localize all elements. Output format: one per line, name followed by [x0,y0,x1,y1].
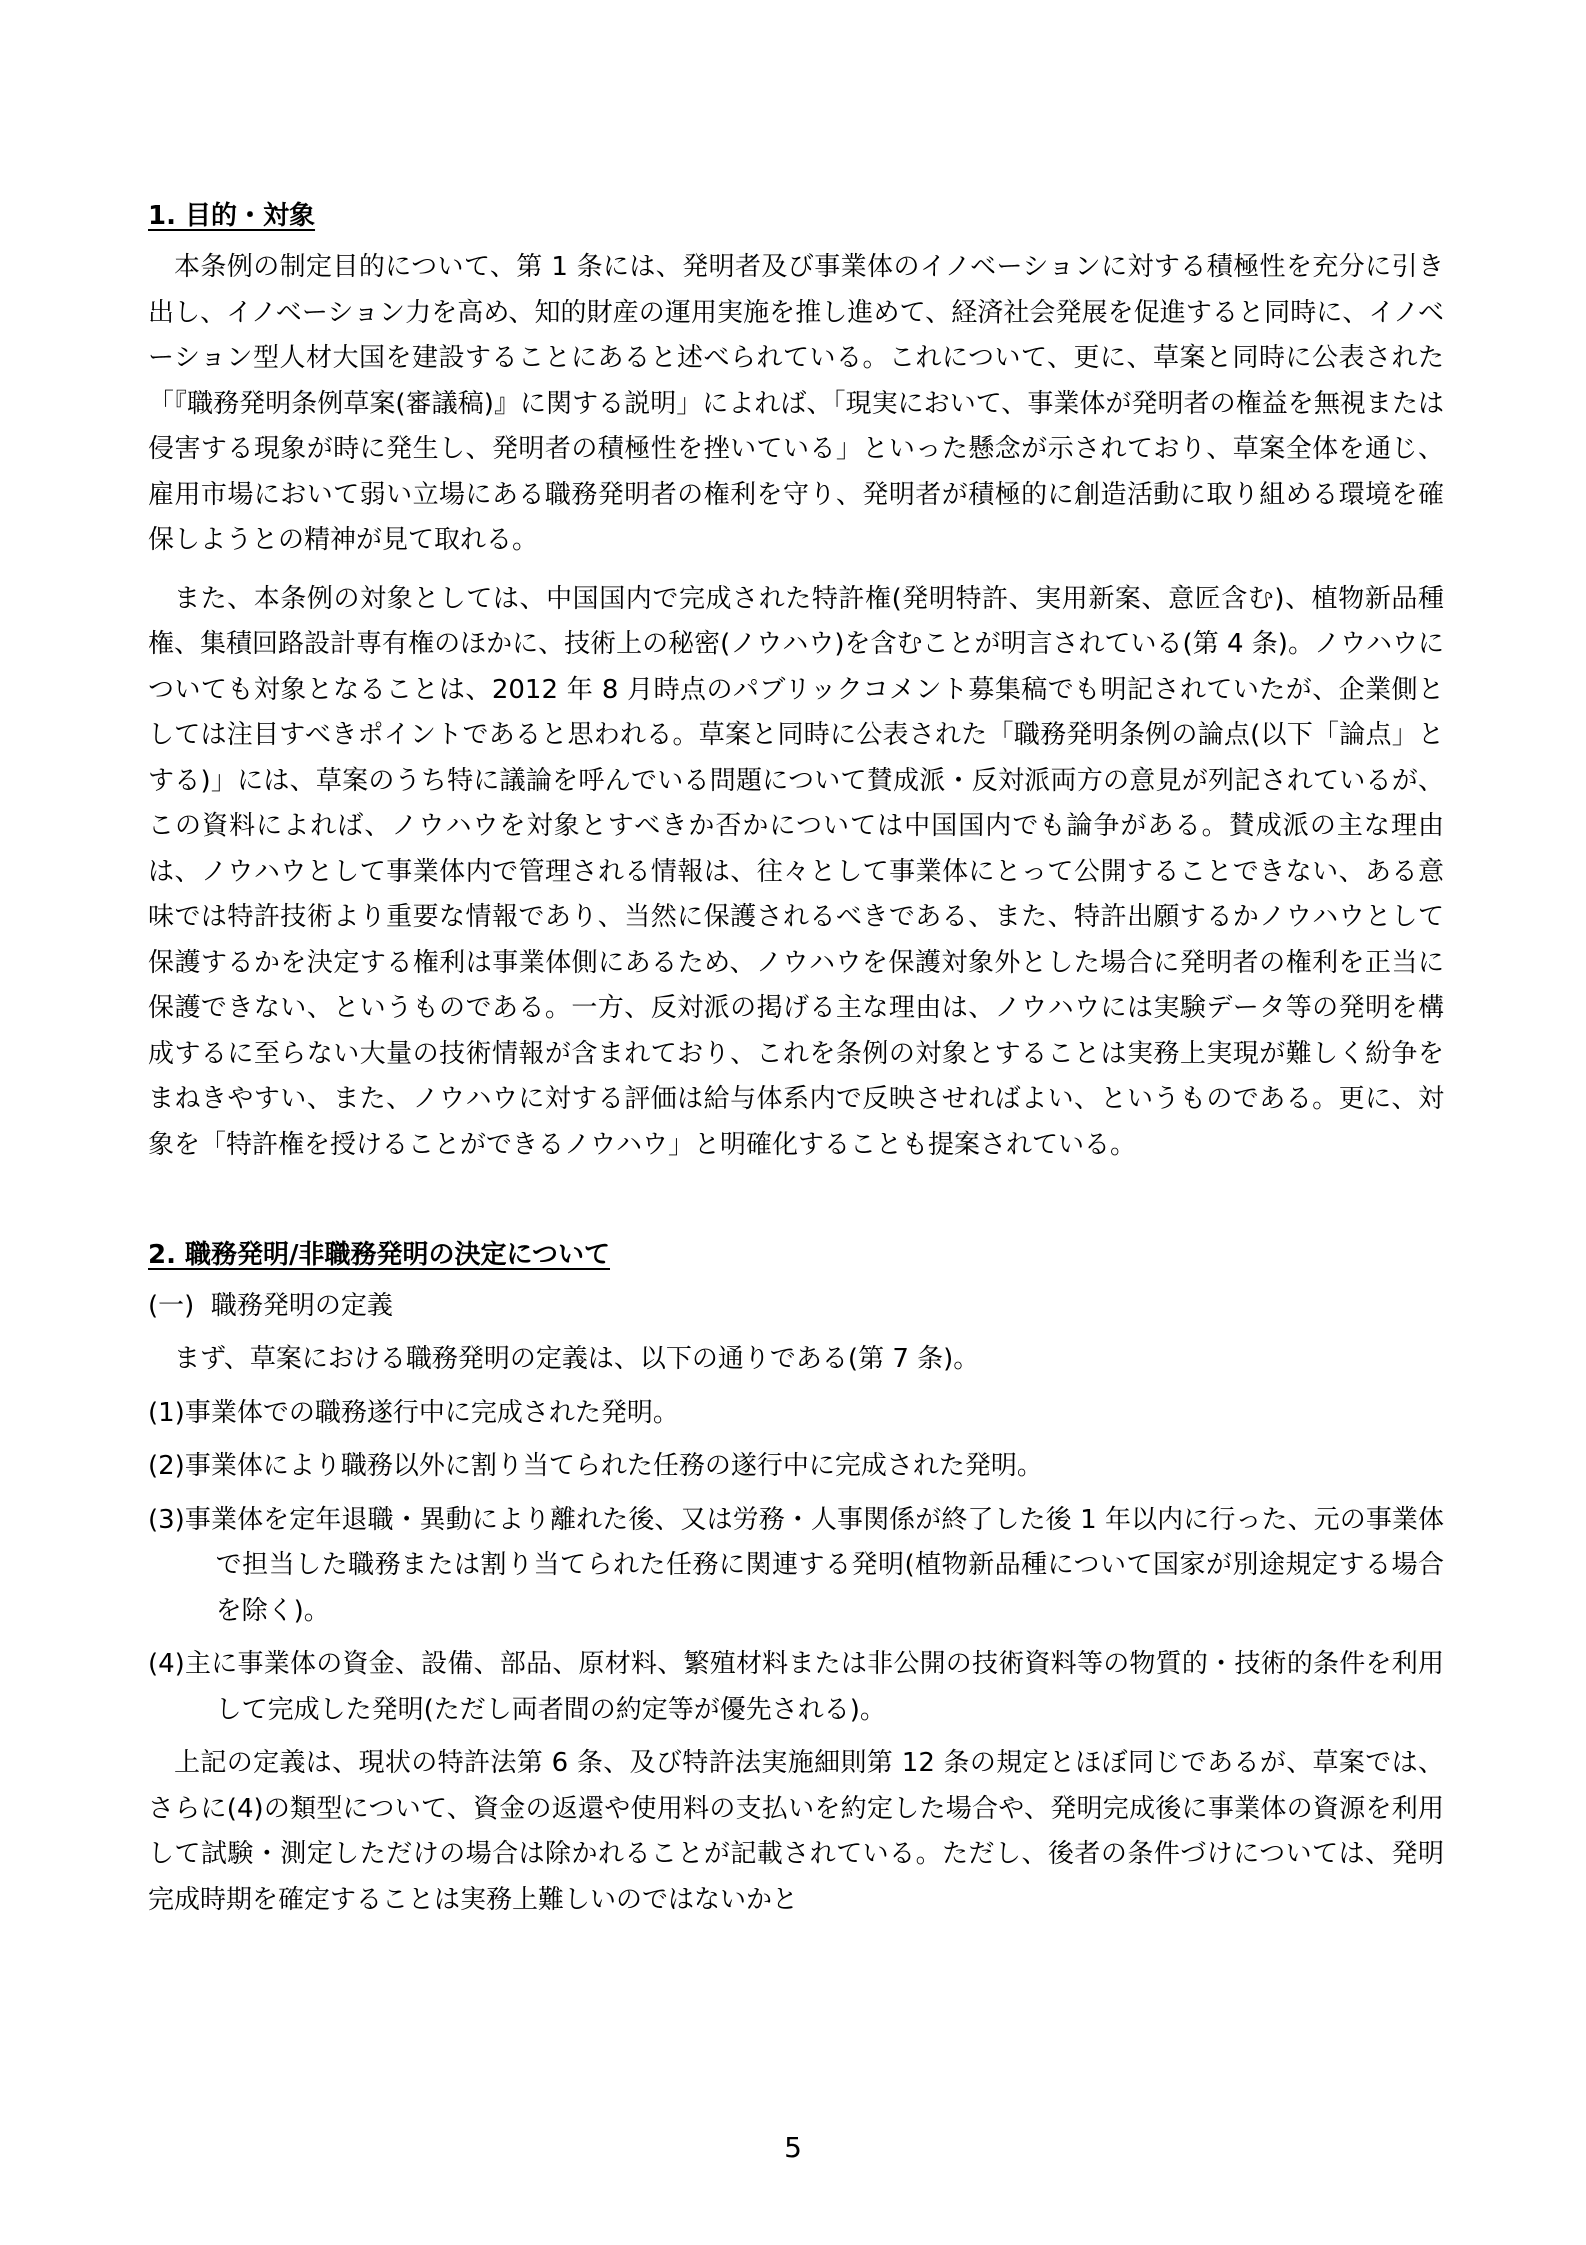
section-2-intro: まず、草案における職務発明の定義は、以下の通りである(第 7 条)。 [174,1344,980,1374]
section-2-subheading: (一) 職務発明の定義 [148,1291,393,1321]
section-1-paragraph-scope: また、本条例の対象としては、中国国内で完成された特許権(発明特許、実用新案、意匠含む)、植物新品種権、集積回路設計専有権のほかに、技術上の秘密(ノウハウ)を含むことが明言されている(第 4 条)。ノウハウについても対象となることは、2012 年 8 月時点のパブリックコメント募集稿でも明記されていたが、企業側としては注目すべきポイントであると思われる。草案と同時に公表された「職務発明条例の論点(以下「論点」とする)」には、草案のうち特に議論を呼んでいる問題について賛成派・反対派両方の意見が列記されているが、この資料によれば、ノウハウを対象とすべきか否かについては中国国内でも論争がある。賛成派の主な理由は、ノウハウとして事業体内で管理される情報は、往々として事業体にとって公開することできない、ある意味では特許技術より重要な情報であり、当然に保護されるべきである、また、特許出願するかノウハウとして保護するかを決定する権利は事業体側にあるため、ノウハウを保護対象外とした場合に発明者の権利を正当に保護できない、というものである。一方、反対派の掲げる主な理由は、ノウハウには実験データ等の発明を構成するに至らない大量の技術情報が含まれており、これを条例の対象とすることは実務上実現が難しく紛争をまねきやすい、また、ノウハウに対する評価は給与体系内で反映させればよい、というものである。更に、対象を「特許権を授けることができるノウハウ」と明確化することも提案されている。 [148,583,1444,1160]
definition-item-4: (4)主に事業体の資金、設備、部品、原材料、繁殖材料または非公開の技術資料等の物質的・技術的条件を利用して完成した発明(ただし両者間の約定等が優先される)。 [148,1649,1444,1725]
definition-item-1: (1)事業体での職務遂行中に完成された発明。 [148,1397,679,1428]
page-number: 5 [784,2131,802,2164]
section-1-heading: 1. 目的・対象 [148,201,316,231]
section-2-closing-paragraph: 上記の定義は、現状の特許法第 6 条、及び特許法実施細則第 12 条の規定とほぼ同じであるが、草案では、さらに(4)の類型について、資金の返還や使用料の支払いを約定した場合や、発明完成後に事業体の資源を利用して試験・測定しただけの場合は除かれることが記載されている。ただし、後者の条件づけについては、発明完成時期を確定することは実務上難しいのではないかと [148,1748,1444,1915]
definition-item-2: (2)事業体により職務以外に割り当てられた任務の遂行中に完成された発明。 [148,1451,1043,1481]
definition-item-3: (3)事業体を定年退職・異動により離れた後、又は労務・人事関係が終了した後 1 年以内に行った、元の事業体で担当した職務または割り当てられた任務に関連する発明(植物新品種について国家が別途規定する場合を除く)。 [148,1504,1444,1626]
section-1-paragraph-purpose: 本条例の制定目的について、第 1 条には、発明者及び事業体のイノベーションに対する積極性を充分に引き出し、イノベーション力を高め、知的財産の運用実施を推し進めて、経済社会発展を促進すると同時に、イノベーション型人材大国を建設することにあると述べられている。これについて、更に、草案と同時に公表された「『職務発明条例草案(審議稿)』に関する説明」によれば、「現実において、事業体が発明者の権益を無視または侵害する現象が時に発生し、発明者の積極性を挫いている」といった懸念が示されており、草案全体を通じ、雇用市場において弱い立場にある職務発明者の権利を守り、発明者が積極的に創造活動に取り組める環境を確保しようとの精神が見て取れる。 [148,252,1444,555]
section-2-heading: 2. 職務発明/非職務発明の決定について [148,1240,610,1270]
page-content [148,195,1444,1923]
